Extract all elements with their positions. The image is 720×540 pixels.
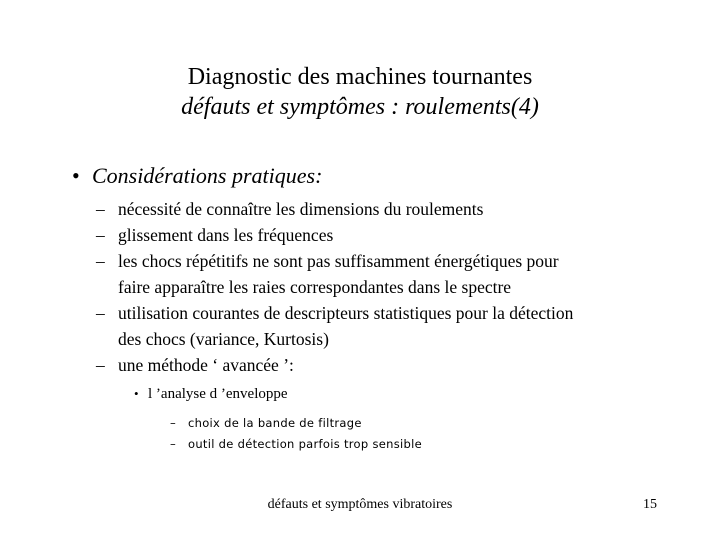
sub-point [96, 248, 658, 300]
sub-point [96, 196, 658, 222]
sub-point-text: glissement dans les fréquences [118, 225, 334, 245]
footer-text: défauts et symptômes vibratoires [267, 497, 453, 512]
sub-point-text: nécessité de connaître les dimensions du roulements [118, 199, 484, 219]
dash-symbol: – [96, 225, 105, 245]
slide-subtitle: défauts et symptômes : roulements(4) [181, 94, 539, 120]
sub-point [96, 352, 658, 378]
sub-point-text: les chocs répétitifs ne sont pas suffisamment énergétiques pour faire apparaître les raies correspondantes dans le spectre [118, 251, 559, 297]
level3-bullet-symbol: • [134, 386, 139, 401]
level4-points-list [170, 413, 422, 455]
sub-points-list [96, 196, 658, 378]
dash-symbol: – [96, 303, 105, 323]
dash-symbol: – [170, 416, 177, 430]
level4-point-text: choix de la bande de filtrage [188, 416, 362, 430]
sub-point-text: utilisation courantes de descripteurs statistiques pour la détection des chocs (variance, Kurtosis) [118, 303, 574, 349]
sub-point-text: une méthode ‘ avancée ’: [118, 355, 294, 375]
level3-bullet-text: l ’analyse d ’enveloppe [148, 386, 288, 402]
sub-point [96, 300, 658, 352]
level3-bullet-point [134, 384, 288, 404]
slide-title: Diagnostic des machines tournantes [187, 64, 533, 90]
page-number: 15 [643, 497, 657, 512]
level4-point [170, 413, 422, 434]
dash-symbol: – [170, 437, 177, 451]
dash-symbol: – [96, 199, 105, 219]
dash-symbol: – [96, 355, 105, 375]
slide-title-block [0, 62, 720, 122]
main-bullet-symbol: • [72, 163, 80, 188]
level4-point-text: outil de détection parfois trop sensible [188, 437, 422, 451]
sub-point [96, 222, 658, 248]
main-bullet-text: Considérations pratiques: [92, 163, 323, 188]
dash-symbol: – [96, 251, 105, 271]
main-bullet-point [72, 163, 323, 189]
level4-point [170, 434, 422, 455]
